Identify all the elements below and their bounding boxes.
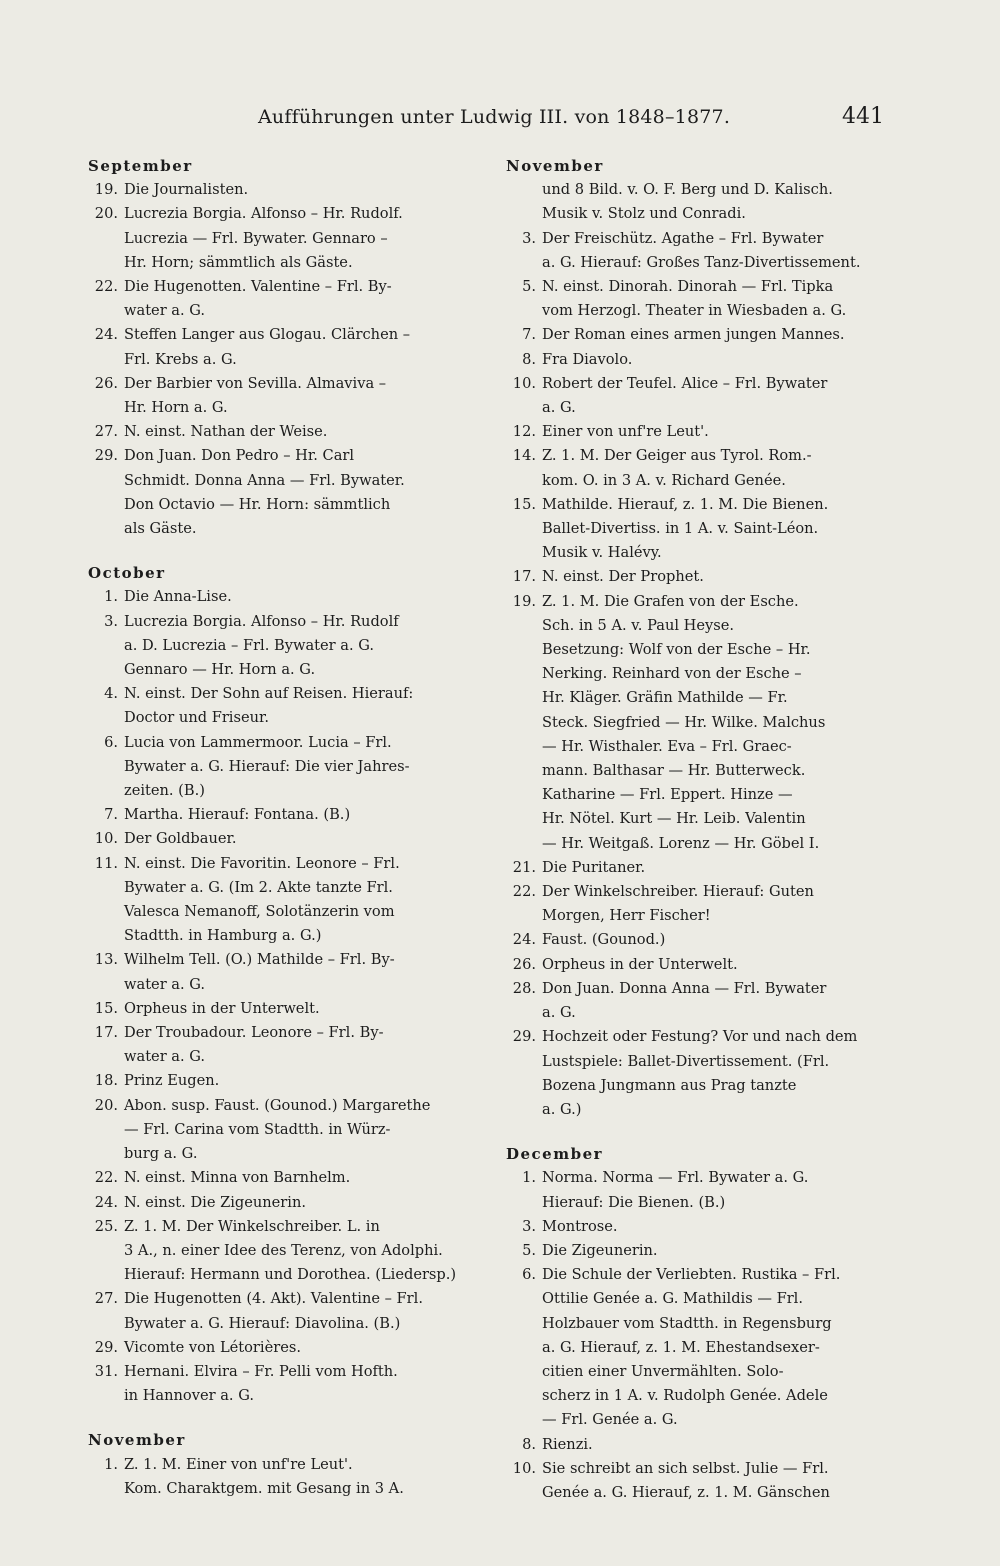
entry-line: Z. 1. M. Der Winkelschreiber. L. in [124, 1217, 380, 1235]
entry-line: und 8 Bild. v. O. F. Berg und D. Kalisch. [542, 181, 833, 199]
month-heading: December [506, 1145, 604, 1164]
performance-entry [88, 1336, 480, 1360]
entry-line: Z. 1. M. Die Grafen von der Esche. [542, 592, 799, 610]
entry-line: Lucrezia — Frl. Bywater. Gennaro – [124, 229, 388, 247]
entry-line: Holzbauer vom Stadtth. in Regensburg [542, 1314, 832, 1332]
entry-date: 28. [512, 979, 536, 997]
entry-date: 22. [94, 1169, 118, 1187]
entry-line: Der Roman eines armen jungen Mannes. [542, 326, 845, 344]
performance-entry [88, 803, 480, 827]
entry-line: Don Juan. Don Pedro – Hr. Carl [124, 447, 355, 465]
entry-line: in Hannover a. G. [124, 1387, 254, 1405]
performance-entry [506, 928, 898, 952]
performance-entry [506, 1215, 898, 1239]
entry-line: Stadtth. in Hamburg a. G.) [124, 927, 322, 945]
entry-line: N. einst. Nathan der Weise. [124, 423, 328, 441]
performance-entry [506, 977, 898, 1025]
performance-entry [506, 178, 898, 226]
entry-line: Katharine — Frl. Eppert. Hinze — [542, 786, 793, 804]
entry-line: Nerking. Reinhard von der Esche – [542, 665, 802, 683]
entry-date: 21. [512, 858, 536, 876]
entry-line: a. G. [542, 399, 576, 417]
entry-line: Rienzi. [542, 1435, 593, 1453]
entry-line: Schmidt. Donna Anna — Frl. Bywater. [124, 471, 405, 489]
entry-line: Die Hugenotten. Valentine – Frl. By- [124, 278, 392, 295]
performance-entry [88, 610, 480, 683]
entry-line: Sch. in 5 A. v. Paul Heyse. [542, 616, 735, 634]
entry-text [118, 178, 480, 202]
entry-text [536, 1457, 898, 1505]
performance-entry [88, 585, 480, 609]
performance-entry [506, 856, 898, 880]
entry-line: Orpheus in der Unterwelt. [542, 955, 738, 973]
entry-text [536, 1239, 898, 1263]
entry-text [536, 590, 898, 856]
entry-date: 14. [512, 447, 536, 465]
entry-date: 13. [94, 951, 118, 969]
performance-entry [88, 1191, 480, 1215]
entry-line: vom Herzogl. Theater in Wiesbaden a. G. [542, 302, 847, 320]
entry-line: N. einst. Die Favoritin. Leonore – Frl. [124, 854, 400, 872]
entry-line: — Hr. Weitgaß. Lorenz — Hr. Göbel I. [542, 834, 820, 852]
entry-line: Vicomte von Létorières. [124, 1338, 301, 1356]
entry-line: Musik v. Stolz und Conradi. [542, 205, 746, 223]
performance-entry [88, 852, 480, 949]
performance-entry [506, 590, 898, 856]
entry-line: Die Journalisten. [124, 181, 249, 199]
entry-text [118, 948, 480, 996]
entry-line: — Frl. Carina vom Stadtth. in Würz- [124, 1120, 391, 1138]
entry-text [536, 856, 898, 880]
performance-entry [88, 275, 480, 323]
entry-line: scherz in 1 A. v. Rudolph Genée. Adele [542, 1387, 828, 1405]
entry-text [118, 585, 480, 609]
entry-line: Bywater a. G. (Im 2. Akte tanzte Frl. [124, 878, 393, 896]
performance-entry [506, 1433, 898, 1457]
entry-date: 17. [94, 1024, 118, 1042]
entry-line: Bozena Jungmann aus Prag tanzte [542, 1076, 797, 1094]
performance-entry [506, 275, 898, 323]
performance-entry [88, 731, 480, 804]
performance-entry [88, 682, 480, 730]
entry-line: Musik v. Halévy. [542, 544, 662, 562]
entry-date: 19. [94, 181, 118, 199]
entry-line: N. einst. Der Sohn auf Reisen. Hierauf: [124, 685, 414, 703]
performance-entry [506, 1025, 898, 1122]
month-heading: November [88, 1431, 186, 1450]
entry-text [536, 565, 898, 589]
entry-text [118, 827, 480, 851]
entry-text [118, 852, 480, 949]
entry-text [536, 493, 898, 566]
entry-text [536, 880, 898, 928]
entry-line: Steffen Langer aus Glogau. Clärchen – [124, 326, 411, 344]
entry-line: Robert der Teufel. Alice – Frl. Bywater [542, 374, 828, 392]
entry-text [118, 1191, 480, 1215]
entry-date: 22. [512, 883, 536, 901]
entry-text [118, 420, 480, 444]
performance-entry [88, 444, 480, 541]
performance-entry [506, 953, 898, 977]
entry-line: a. D. Lucrezia – Frl. Bywater a. G. [124, 636, 375, 654]
entry-line: zeiten. (B.) [124, 782, 205, 800]
entry-line: Lucia von Lammermoor. Lucia – Frl. [124, 733, 392, 751]
performance-entry [88, 1069, 480, 1093]
performance-entry [88, 948, 480, 996]
performance-entry [88, 1453, 480, 1501]
entry-line: Einer von unf're Leut'. [542, 423, 709, 441]
performance-entry [88, 997, 480, 1021]
entry-text [118, 202, 480, 275]
performance-entry [88, 1094, 480, 1167]
entry-date: 6. [522, 1266, 536, 1284]
entry-line: water a. G. [124, 302, 206, 320]
performance-entry [88, 1360, 480, 1408]
performance-entry [506, 1166, 898, 1214]
running-title: Aufführungen unter Ludwig III. von 1848–1877. [258, 106, 731, 128]
entry-line: Der Barbier von Sevilla. Almaviva – [124, 374, 387, 392]
entry-date: 26. [512, 955, 536, 973]
entry-date: 20. [94, 1096, 118, 1114]
entry-text [536, 178, 898, 226]
entry-date: 12. [512, 423, 536, 441]
entry-line: a. G. [542, 1004, 576, 1022]
entry-text [118, 1287, 480, 1335]
entry-line: kom. O. in 3 A. v. Richard Genée. [542, 471, 786, 489]
entry-line: mann. Balthasar — Hr. Butterweck. [542, 762, 806, 780]
entry-line: Don Juan. Donna Anna — Frl. Bywater [542, 979, 827, 997]
performance-entry [506, 227, 898, 275]
entry-line: citien einer Unvermählten. Solo- [542, 1362, 784, 1380]
performance-entry [506, 420, 898, 444]
entry-text [118, 610, 480, 683]
performance-entry [506, 323, 898, 347]
performance-entry [88, 420, 480, 444]
entry-text [118, 1069, 480, 1093]
entry-text [536, 953, 898, 977]
entry-date: 7. [522, 326, 536, 344]
entry-line: Abon. susp. Faust. (Gounod.) Margarethe [124, 1096, 431, 1114]
entry-line: Die Zigeunerin. [542, 1241, 658, 1259]
entry-text [118, 1360, 480, 1408]
entry-line: Hr. Horn; sämmtlich als Gäste. [124, 253, 353, 271]
entry-date: 26. [94, 374, 118, 392]
page-number: 441 [842, 104, 884, 129]
performance-entry [88, 1287, 480, 1335]
entry-date: 27. [94, 1290, 118, 1308]
performance-entry [506, 880, 898, 928]
entry-line: a. G. Hierauf: Großes Tanz-Divertissement. [542, 253, 861, 271]
entry-date: 7. [104, 806, 118, 824]
entry-date: 24. [94, 1193, 118, 1211]
entry-line: Bywater a. G. Hierauf: Die vier Jahres- [124, 757, 410, 775]
entry-date: 18. [94, 1072, 118, 1090]
entry-line: Die Anna-Lise. [124, 588, 232, 606]
entry-date: 10. [94, 830, 118, 848]
entry-line: water a. G. [124, 1048, 206, 1066]
entry-text [118, 323, 480, 371]
entry-text [118, 1453, 480, 1501]
entry-line: Mathilde. Hierauf, z. 1. M. Die Bienen. [542, 495, 829, 513]
entry-date: 25. [94, 1217, 118, 1235]
entry-text [118, 731, 480, 804]
entry-line: a. G.) [542, 1100, 582, 1118]
entry-text [536, 1166, 898, 1214]
entry-line: Hernani. Elvira – Fr. Pelli vom Hofth. [124, 1362, 398, 1380]
entry-text [536, 1433, 898, 1457]
entry-text [118, 1336, 480, 1360]
entry-text [536, 275, 898, 323]
entry-text [118, 275, 480, 323]
performance-entry [88, 202, 480, 275]
entry-line: Z. 1. M. Der Geiger aus Tyrol. Rom.- [542, 447, 812, 465]
entry-date: 10. [512, 374, 536, 392]
entry-line: Orpheus in der Unterwelt. [124, 999, 320, 1017]
entry-line: Prinz Eugen. [124, 1072, 220, 1090]
entry-line: Sie schreibt an sich selbst. Julie — Frl. [542, 1459, 829, 1477]
entry-line: Martha. Hierauf: Fontana. (B.) [124, 806, 351, 824]
entry-date: 19. [512, 592, 536, 610]
entry-line: Morgen, Herr Fischer! [542, 907, 711, 925]
right-column [506, 154, 898, 1505]
entry-date: 20. [94, 205, 118, 223]
entry-text [536, 1263, 898, 1432]
entry-text [118, 1215, 480, 1288]
entry-date: 3. [522, 1217, 536, 1235]
entry-line: Hochzeit oder Festung? Vor und nach dem [542, 1028, 858, 1046]
entry-line: Z. 1. M. Einer von unf're Leut'. [124, 1455, 353, 1473]
entry-line: — Frl. Genée a. G. [542, 1411, 678, 1429]
entry-line: Kom. Charaktgem. mit Gesang in 3 A. [124, 1479, 404, 1497]
entry-date: 10. [512, 1459, 536, 1477]
performance-entry [506, 1239, 898, 1263]
month-heading: September [88, 157, 193, 175]
entry-line: Fra Diavolo. [542, 350, 633, 368]
entry-line: Wilhelm Tell. (O.) Mathilde – Frl. By- [124, 951, 395, 969]
entry-date: 1. [104, 1455, 118, 1473]
entry-date: 3. [522, 229, 536, 247]
entry-line: — Hr. Wisthaler. Eva – Frl. Graec- [542, 737, 792, 755]
entry-date: 22. [94, 278, 118, 295]
entry-line: Lustspiele: Ballet-Divertissement. (Frl. [542, 1052, 830, 1070]
performance-entry [88, 178, 480, 202]
performance-entry [88, 372, 480, 420]
entry-text [118, 997, 480, 1021]
entry-date: 1. [522, 1169, 536, 1187]
entry-line: als Gäste. [124, 520, 197, 538]
entry-text [118, 1166, 480, 1190]
entry-text [118, 372, 480, 420]
entry-line: N. einst. Die Zigeunerin. [124, 1193, 306, 1211]
entry-line: Hr. Horn a. G. [124, 399, 228, 417]
entry-line: Faust. (Gounod.) [542, 931, 666, 949]
entry-line: Bywater a. G. Hierauf: Diavolina. (B.) [124, 1314, 401, 1332]
entry-line: water a. G. [124, 975, 206, 993]
entry-text [536, 977, 898, 1025]
entry-line: Montrose. [542, 1217, 618, 1235]
entry-text [118, 682, 480, 730]
entry-date: 27. [94, 423, 118, 441]
entry-date: 29. [512, 1028, 536, 1046]
entry-line: Genée a. G. Hierauf, z. 1. M. Gänschen [542, 1483, 830, 1501]
entry-line: a. G. Hierauf, z. 1. M. Ehestandsexer- [542, 1338, 820, 1356]
entry-line: Ottilie Genée a. G. Mathildis — Frl. [542, 1290, 803, 1308]
entry-date: 8. [522, 350, 536, 368]
entry-line: Hierauf: Hermann und Dorothea. (Liedersp.) [124, 1266, 457, 1284]
entry-date: 29. [94, 447, 118, 465]
entry-line: Die Hugenotten (4. Akt). Valentine – Frl. [124, 1290, 423, 1308]
entry-line: Hr. Nötel. Kurt — Hr. Leib. Valentin [542, 810, 806, 828]
entry-date: 15. [512, 495, 536, 513]
entry-line: Der Troubadour. Leonore – Frl. By- [124, 1024, 384, 1042]
month-heading: October [88, 564, 166, 583]
entry-line: Der Freischütz. Agathe – Frl. Bywater [542, 229, 824, 247]
performance-entry [506, 1263, 898, 1432]
entry-date: 24. [94, 326, 118, 344]
entry-line: Ballet-Divertiss. in 1 A. v. Saint-Léon. [542, 520, 819, 538]
entry-line: Valesca Nemanoff, Solotänzerin vom [124, 903, 395, 921]
performance-entry [506, 493, 898, 566]
entry-line: 3 A., n. einer Idee des Terenz, von Adolphi. [124, 1241, 443, 1259]
entry-line: Frl. Krebs a. G. [124, 350, 237, 368]
performance-entry [506, 1457, 898, 1505]
entry-date: 11. [94, 854, 118, 872]
entry-date: 6. [104, 733, 118, 751]
entry-date: 3. [104, 612, 118, 630]
entry-line: Hr. Kläger. Gräfin Mathilde — Fr. [542, 689, 788, 707]
entry-text [118, 1094, 480, 1167]
running-head [0, 104, 1000, 136]
entry-line: Gennaro — Hr. Horn a. G. [124, 661, 316, 679]
entry-line: Der Goldbauer. [124, 830, 237, 848]
performance-entry [506, 565, 898, 589]
entry-line: Doctor und Friseur. [124, 709, 270, 727]
entry-line: N. einst. Der Prophet. [542, 568, 704, 586]
performance-entry [506, 444, 898, 492]
entry-line: Norma. Norma — Frl. Bywater a. G. [542, 1169, 809, 1187]
entry-text [536, 444, 898, 492]
entry-date: 4. [104, 685, 118, 703]
entry-text [118, 444, 480, 541]
month-heading: November [506, 157, 604, 175]
performance-entry [506, 372, 898, 420]
entry-date: 1. [104, 588, 118, 606]
entry-date: 17. [512, 568, 536, 586]
entry-line: Besetzung: Wolf von der Esche – Hr. [542, 641, 811, 659]
performance-entry [88, 827, 480, 851]
entry-text [118, 803, 480, 827]
performance-entry [88, 1021, 480, 1069]
performance-entry [506, 348, 898, 372]
entry-date: 31. [94, 1362, 118, 1380]
performance-entry [88, 323, 480, 371]
entry-text [118, 1021, 480, 1069]
entry-text [536, 928, 898, 952]
entry-date: 15. [94, 999, 118, 1017]
entry-line: Lucrezia Borgia. Alfonso – Hr. Rudolf. [124, 205, 403, 223]
entry-text [536, 420, 898, 444]
entry-line: Der Winkelschreiber. Hierauf: Guten [542, 883, 814, 901]
entry-date: 8. [522, 1435, 536, 1453]
entry-date: 5. [522, 278, 536, 295]
entry-text [536, 1025, 898, 1122]
entry-line: Hierauf: Die Bienen. (B.) [542, 1193, 726, 1211]
entry-text [536, 1215, 898, 1239]
entry-text [536, 227, 898, 275]
entry-line: Lucrezia Borgia. Alfonso – Hr. Rudolf [124, 612, 399, 630]
performance-entry [88, 1166, 480, 1190]
left-column [88, 154, 480, 1501]
entry-line: N. einst. Minna von Barnhelm. [124, 1169, 351, 1187]
entry-text [536, 348, 898, 372]
entry-text [536, 323, 898, 347]
entry-line: Die Puritaner. [542, 858, 646, 876]
entry-date: 24. [512, 931, 536, 949]
entry-text [536, 372, 898, 420]
entry-date: 5. [522, 1241, 536, 1259]
entry-date: 29. [94, 1338, 118, 1356]
entry-line: burg a. G. [124, 1145, 198, 1163]
performance-entry [88, 1215, 480, 1288]
entry-line: Die Schule der Verliebten. Rustika – Frl. [542, 1266, 841, 1284]
entry-line: Don Octavio — Hr. Horn: sämmtlich [124, 495, 391, 513]
entry-line: N. einst. Dinorah. Dinorah — Frl. Tipka [542, 278, 834, 295]
entry-line: Steck. Siegfried — Hr. Wilke. Malchus [542, 713, 826, 731]
